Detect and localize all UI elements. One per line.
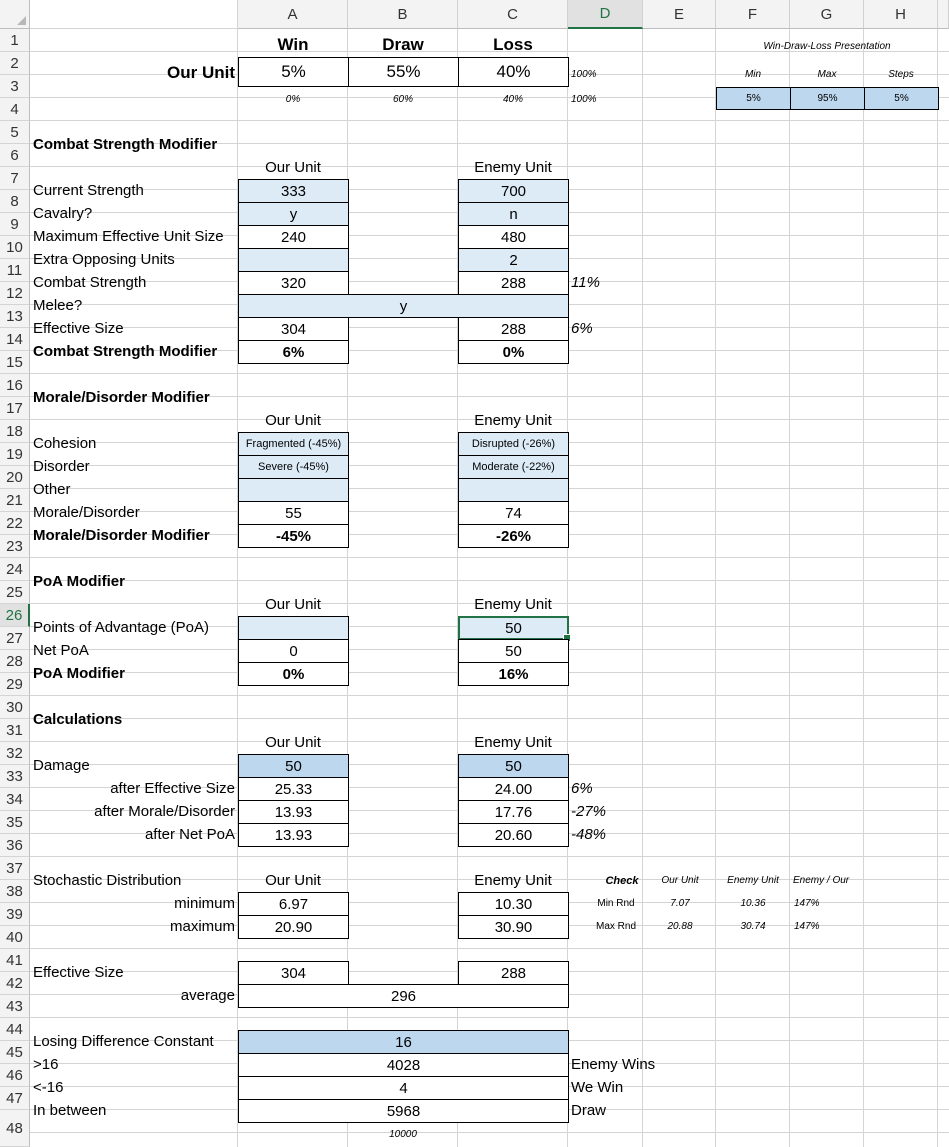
after-net-poa-label: after Net PoA xyxy=(144,826,235,843)
min-rnd-enemy: 10.36 xyxy=(740,898,766,909)
column-header-blank xyxy=(938,0,949,29)
presentation-max-label: Max xyxy=(817,68,837,80)
row-header-24[interactable]: 24 xyxy=(0,558,30,581)
maximum-enemy[interactable]: 30.90 xyxy=(458,915,569,939)
losing-constant-label: Losing Difference Constant xyxy=(33,1033,214,1050)
select-all-corner[interactable] xyxy=(0,0,30,29)
wdl-total: 100% xyxy=(571,68,597,80)
min-rnd-label: Min Rnd xyxy=(597,898,635,909)
column-header-D[interactable]: D xyxy=(568,0,643,29)
other-enemy[interactable] xyxy=(458,478,569,502)
poa-enemy-unit-header: Enemy Unit xyxy=(474,596,552,613)
column-header-F[interactable]: F xyxy=(716,0,790,29)
minimum-our[interactable]: 6.97 xyxy=(238,892,349,916)
morale-modifier-label: Morale/Disorder Modifier xyxy=(33,527,210,544)
loss-header: Loss xyxy=(493,34,533,54)
grid-hline xyxy=(0,1132,949,1133)
combat-our-unit-header: Our Unit xyxy=(265,159,321,176)
row-header-14[interactable]: 14 xyxy=(0,328,30,351)
win-value[interactable]: 5% xyxy=(238,57,349,87)
check-ratio: Enemy / Our xyxy=(793,875,850,886)
minimum-label: minimum xyxy=(174,895,235,912)
after-morale-label: after Morale/Disorder xyxy=(94,803,235,820)
max-size-our[interactable]: 240 xyxy=(238,225,349,249)
row-header-38[interactable]: 38 xyxy=(0,880,30,903)
row-header-37[interactable]: 37 xyxy=(0,857,30,880)
disorder-our[interactable]: Severe (-45%) xyxy=(238,455,349,479)
maximum-label: maximum xyxy=(169,918,235,935)
calc-our-unit-header: Our Unit xyxy=(265,734,321,751)
after-net-poa-enemy[interactable]: 20.60 xyxy=(458,823,569,847)
row-header-25[interactable]: 25 xyxy=(0,581,30,604)
row-header-2[interactable]: 2 xyxy=(0,52,30,75)
combat-strength-enemy[interactable]: 288 xyxy=(458,271,569,295)
row-header-4[interactable]: 4 xyxy=(0,98,30,121)
row-header-6[interactable]: 6 xyxy=(0,144,30,167)
poa-points-our[interactable] xyxy=(238,616,349,640)
max-size-label: Maximum Effective Unit Size xyxy=(33,228,224,245)
row-header-44[interactable]: 44 xyxy=(0,1018,30,1041)
poa-modifier-enemy[interactable]: 16% xyxy=(458,662,569,686)
row-header-45[interactable]: 45 xyxy=(0,1041,30,1064)
column-header-B[interactable]: B xyxy=(348,0,458,29)
column-header-E[interactable]: E xyxy=(643,0,716,29)
after-net-poa-pct: -48% xyxy=(571,826,607,843)
row-header-35[interactable]: 35 xyxy=(0,811,30,834)
row-header-13[interactable]: 13 xyxy=(0,305,30,328)
row-header-20[interactable]: 20 xyxy=(0,466,30,489)
damage-label: Damage xyxy=(33,757,90,774)
grid-hline xyxy=(0,373,949,374)
total-trials: 10000 xyxy=(389,1129,417,1140)
row-header-10[interactable]: 10 xyxy=(0,236,30,259)
max-rnd-enemy: 30.74 xyxy=(740,921,766,932)
after-effective-size-pct: 6% xyxy=(571,780,593,797)
column-header-C[interactable]: C xyxy=(458,0,568,29)
effective-size-label: Effective Size xyxy=(33,320,124,337)
presentation-max[interactable]: 95% xyxy=(790,87,865,110)
row-header-43[interactable]: 43 xyxy=(0,995,30,1018)
disorder-enemy[interactable]: Moderate (-22%) xyxy=(458,455,569,479)
row-header-18[interactable]: 18 xyxy=(0,420,30,443)
loss-value-2: 40% xyxy=(502,93,523,105)
presentation-title: Win-Draw-Loss Presentation xyxy=(763,40,891,52)
enemy-wins-result: Enemy Wins xyxy=(571,1056,656,1073)
combat-strength-label: Combat Strength xyxy=(33,274,147,291)
row-header-9[interactable]: 9 xyxy=(0,213,30,236)
grid-vline xyxy=(937,0,938,1147)
win-header: Win xyxy=(277,34,309,54)
row-header-17[interactable]: 17 xyxy=(0,397,30,420)
check-enemy-unit: Enemy Unit xyxy=(727,875,779,886)
poa-modifier-our[interactable]: 0% xyxy=(238,662,349,686)
melee-value[interactable]: y xyxy=(238,294,569,318)
cavalry-our[interactable]: y xyxy=(238,202,349,226)
grid-hline xyxy=(0,948,949,949)
combat-modifier-enemy[interactable]: 0% xyxy=(458,340,569,364)
after-effective-size-label: after Effective Size xyxy=(110,780,235,797)
calc-section-title: Calculations xyxy=(33,711,123,728)
average-value[interactable]: 296 xyxy=(238,984,569,1008)
grid-hline xyxy=(0,856,949,857)
stochastic-label: Stochastic Distribution xyxy=(33,872,182,889)
row-header-30[interactable]: 30 xyxy=(0,696,30,719)
poa-points-enemy[interactable]: 50 xyxy=(458,616,569,640)
poa-modifier-label: PoA Modifier xyxy=(33,665,125,682)
after-net-poa-our[interactable]: 13.93 xyxy=(238,823,349,847)
extra-units-label: Extra Opposing Units xyxy=(33,251,175,268)
draw-value-2: 60% xyxy=(392,93,413,105)
row-header-33[interactable]: 33 xyxy=(0,765,30,788)
after-effective-size-enemy[interactable]: 24.00 xyxy=(458,777,569,801)
row-header-19[interactable]: 19 xyxy=(0,443,30,466)
grid-hline xyxy=(0,695,949,696)
row-header-31[interactable]: 31 xyxy=(0,719,30,742)
after-effective-size-our[interactable]: 25.33 xyxy=(238,777,349,801)
row-header-42[interactable]: 42 xyxy=(0,972,30,995)
cohesion-enemy[interactable]: Disrupted (-26%) xyxy=(458,432,569,456)
presentation-min-label: Min xyxy=(744,68,762,80)
extra-units-enemy[interactable]: 2 xyxy=(458,248,569,272)
effective-size-2-enemy[interactable]: 288 xyxy=(458,961,569,985)
grid-hline xyxy=(0,1017,949,1018)
max-size-enemy[interactable]: 480 xyxy=(458,225,569,249)
combat-enemy-unit-header: Enemy Unit xyxy=(474,159,552,176)
row-header-39[interactable]: 39 xyxy=(0,903,30,926)
other-our[interactable] xyxy=(238,478,349,502)
combat-modifier-label: Combat Strength Modifier xyxy=(33,343,218,360)
grid-hline xyxy=(0,120,949,121)
calc-enemy-unit-header: Enemy Unit xyxy=(474,734,552,751)
after-morale-our[interactable]: 13.93 xyxy=(238,800,349,824)
losing-constant-value[interactable]: 16 xyxy=(238,1030,569,1054)
wdl-total-2: 100% xyxy=(571,93,597,105)
combat-modifier-our[interactable]: 6% xyxy=(238,340,349,364)
grid-vline xyxy=(789,0,790,1147)
morale-section-title: Morale/Disorder Modifier xyxy=(33,389,210,406)
combat-section-title: Combat Strength Modifier xyxy=(33,136,218,153)
max-rnd-our: 20.88 xyxy=(667,921,693,932)
damage-enemy[interactable]: 50 xyxy=(458,754,569,778)
morale-modifier-our[interactable]: -45% xyxy=(238,524,349,548)
less-than-label: <-16 xyxy=(33,1079,64,1096)
current-strength-label: Current Strength xyxy=(33,182,144,199)
row-header-21[interactable]: 21 xyxy=(0,489,30,512)
net-poa-enemy[interactable]: 50 xyxy=(458,639,569,663)
grid-vline xyxy=(642,0,643,1147)
combat-strength-our[interactable]: 320 xyxy=(238,271,349,295)
row-header-16[interactable]: 16 xyxy=(0,374,30,397)
row-header-41[interactable]: 41 xyxy=(0,949,30,972)
stochastic-enemy-unit-header: Enemy Unit xyxy=(474,872,552,889)
column-header-G[interactable]: G xyxy=(790,0,864,29)
win-value-2: 0% xyxy=(285,93,301,105)
cohesion-our[interactable]: Fragmented (-45%) xyxy=(238,432,349,456)
morale-modifier-enemy[interactable]: -26% xyxy=(458,524,569,548)
greater-than-label: >16 xyxy=(33,1056,59,1073)
grid-vline xyxy=(715,0,716,1147)
row-header-12[interactable]: 12 xyxy=(0,282,30,305)
current-strength-our[interactable]: 333 xyxy=(238,179,349,203)
damage-our[interactable]: 50 xyxy=(238,754,349,778)
cavalry-label: Cavalry? xyxy=(33,205,93,222)
row-header-8[interactable]: 8 xyxy=(0,190,30,213)
cohesion-label: Cohesion xyxy=(33,435,97,452)
in-between-value[interactable]: 5968 xyxy=(238,1099,569,1123)
effective-size-enemy[interactable]: 288 xyxy=(458,317,569,341)
min-rnd-ratio: 147% xyxy=(794,898,820,909)
draw-result: Draw xyxy=(571,1102,607,1119)
after-morale-pct: -27% xyxy=(571,803,607,820)
row-header-36[interactable]: 36 xyxy=(0,834,30,857)
row-header-11[interactable]: 11 xyxy=(0,259,30,282)
presentation-steps[interactable]: 5% xyxy=(864,87,939,110)
morale-enemy-unit-header: Enemy Unit xyxy=(474,412,552,429)
melee-label: Melee? xyxy=(33,297,83,314)
draw-header: Draw xyxy=(382,34,424,54)
row-header-22[interactable]: 22 xyxy=(0,512,30,535)
loss-value[interactable]: 40% xyxy=(458,57,569,87)
column-header-A[interactable]: A xyxy=(238,0,348,29)
minimum-enemy[interactable]: 10.30 xyxy=(458,892,569,916)
stochastic-our-unit-header: Our Unit xyxy=(265,872,321,889)
net-poa-our[interactable]: 0 xyxy=(238,639,349,663)
effective-size-our[interactable]: 304 xyxy=(238,317,349,341)
check-title: Check xyxy=(605,874,639,887)
maximum-our[interactable]: 20.90 xyxy=(238,915,349,939)
cavalry-enemy[interactable]: n xyxy=(458,202,569,226)
morale-disorder-enemy[interactable]: 74 xyxy=(458,501,569,525)
morale-our-unit-header: Our Unit xyxy=(265,412,321,429)
effective-size-2-our[interactable]: 304 xyxy=(238,961,349,985)
row-header-23[interactable]: 23 xyxy=(0,535,30,558)
row-header-32[interactable]: 32 xyxy=(0,742,30,765)
row-header-7[interactable]: 7 xyxy=(0,167,30,190)
poa-our-unit-header: Our Unit xyxy=(265,596,321,613)
extra-units-our[interactable] xyxy=(238,248,349,272)
disorder-label: Disorder xyxy=(33,458,90,475)
combat-strength-pct: 11% xyxy=(571,274,600,291)
max-rnd-ratio: 147% xyxy=(794,921,820,932)
check-our-unit: Our Unit xyxy=(661,875,699,886)
other-label: Other xyxy=(33,481,71,498)
row-header-26[interactable]: 26 xyxy=(0,604,30,627)
column-header-H[interactable]: H xyxy=(864,0,938,29)
we-win-result: We Win xyxy=(571,1079,624,1096)
our-unit-label: Our Unit xyxy=(167,63,235,82)
row-header-27[interactable]: 27 xyxy=(0,627,30,650)
row-header-3[interactable]: 3 xyxy=(0,75,30,98)
row-header-5[interactable]: 5 xyxy=(0,121,30,144)
morale-disorder-label: Morale/Disorder xyxy=(33,504,140,521)
grid-vline xyxy=(863,0,864,1147)
presentation-steps-label: Steps xyxy=(888,68,914,80)
poa-points-label: Points of Advantage (PoA) xyxy=(33,619,209,636)
row-header-48[interactable]: 48 xyxy=(0,1110,30,1147)
effective-size-pct: 6% xyxy=(571,320,593,337)
poa-section-title: PoA Modifier xyxy=(33,573,125,590)
current-strength-enemy[interactable]: 700 xyxy=(458,179,569,203)
morale-disorder-our[interactable]: 55 xyxy=(238,501,349,525)
row-header-47[interactable]: 47 xyxy=(0,1087,30,1110)
effective-size-2-label: Effective Size xyxy=(33,964,124,981)
row-header-28[interactable]: 28 xyxy=(0,650,30,673)
row-header-46[interactable]: 46 xyxy=(0,1064,30,1087)
row-header-34[interactable]: 34 xyxy=(0,788,30,811)
grid-hline xyxy=(0,557,949,558)
draw-value[interactable]: 55% xyxy=(348,57,459,87)
row-header-29[interactable]: 29 xyxy=(0,673,30,696)
in-between-label: In between xyxy=(33,1102,107,1119)
presentation-min[interactable]: 5% xyxy=(716,87,791,110)
average-label: average xyxy=(180,987,235,1004)
greater-than-value[interactable]: 4028 xyxy=(238,1053,569,1077)
net-poa-label: Net PoA xyxy=(33,642,89,659)
min-rnd-our: 7.07 xyxy=(670,898,690,909)
row-header-15[interactable]: 15 xyxy=(0,351,30,374)
after-morale-enemy[interactable]: 17.76 xyxy=(458,800,569,824)
max-rnd-label: Max Rnd xyxy=(595,921,636,932)
row-header-1[interactable]: 1 xyxy=(0,29,30,52)
less-than-value[interactable]: 4 xyxy=(238,1076,569,1100)
row-header-40[interactable]: 40 xyxy=(0,926,30,949)
